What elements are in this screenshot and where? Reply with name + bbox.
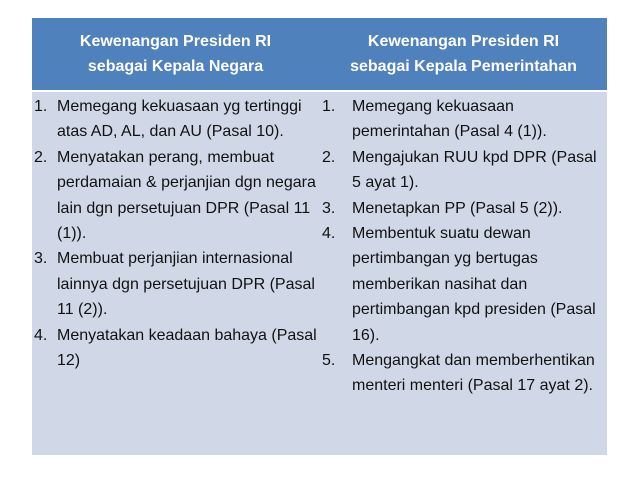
list-item-text: Menyatakan perang, membuat perdamaian & perjanjian dgn negara lain dgn persetujuan DPR (Pasal 11 (1)). [57,148,316,243]
header-label-head-of-state: Kewenangan Presiden RI sebagai Kepala Negara [79,33,272,75]
list-item-number: 1. [322,98,336,115]
list-item [34,246,320,322]
list-item-number: 3. [34,250,48,268]
list-item-number: 1. [34,98,48,115]
list-item-number: 2. [322,148,336,166]
list-item-number: 4. [34,326,48,344]
list-item [34,145,320,247]
list-item-text: Mengangkat dan memberhentikan menteri menteri (Pasal 17 ayat 2). [352,352,595,395]
head-of-state-list [34,94,320,373]
list-item [322,221,606,348]
list-item-text: Membentuk suatu dewan pertimbangan yg bertugas memberikan nasihat dan pertimbangan kpd presiden (Pasal 16). [352,225,596,344]
header-cell-head-of-state [32,18,319,90]
list-item-text: Menyatakan keadaan bahaya (Pasal 12) [57,326,317,370]
header-cell-head-of-government [320,18,607,90]
list-item [34,94,320,145]
list-item-text: Menetapkan PP (Pasal 5 (2)). [352,199,563,217]
authority-table [32,18,607,455]
list-item [322,196,606,221]
head-of-government-list [322,94,606,399]
list-item [322,145,606,196]
table-header-row [32,18,607,92]
list-item [322,94,606,145]
list-item-number: 2. [34,148,48,166]
list-item-text: Memegang kekuasaan pemerintahan (Pasal 4 (1)). [352,98,547,141]
list-item-number: 3. [322,199,336,217]
list-item [34,323,320,374]
list-item [322,348,606,399]
list-item-text: Mengajukan RUU kpd DPR (Pasal 5 ayat 1). [352,148,597,192]
list-item-number: 4. [322,225,336,243]
list-item-text: Memegang kekuasaan yg tertinggi atas AD, AL, dan AU (Pasal 10). [57,98,302,141]
list-item-number: 5. [322,352,336,370]
list-item-text: Membuat perjanjian internasional lainnya dgn persetujuan DPR (Pasal 11 (2)). [57,250,315,319]
header-label-head-of-government: Kewenangan Presiden RI sebagai Kepala Pemerintahan [350,33,577,75]
